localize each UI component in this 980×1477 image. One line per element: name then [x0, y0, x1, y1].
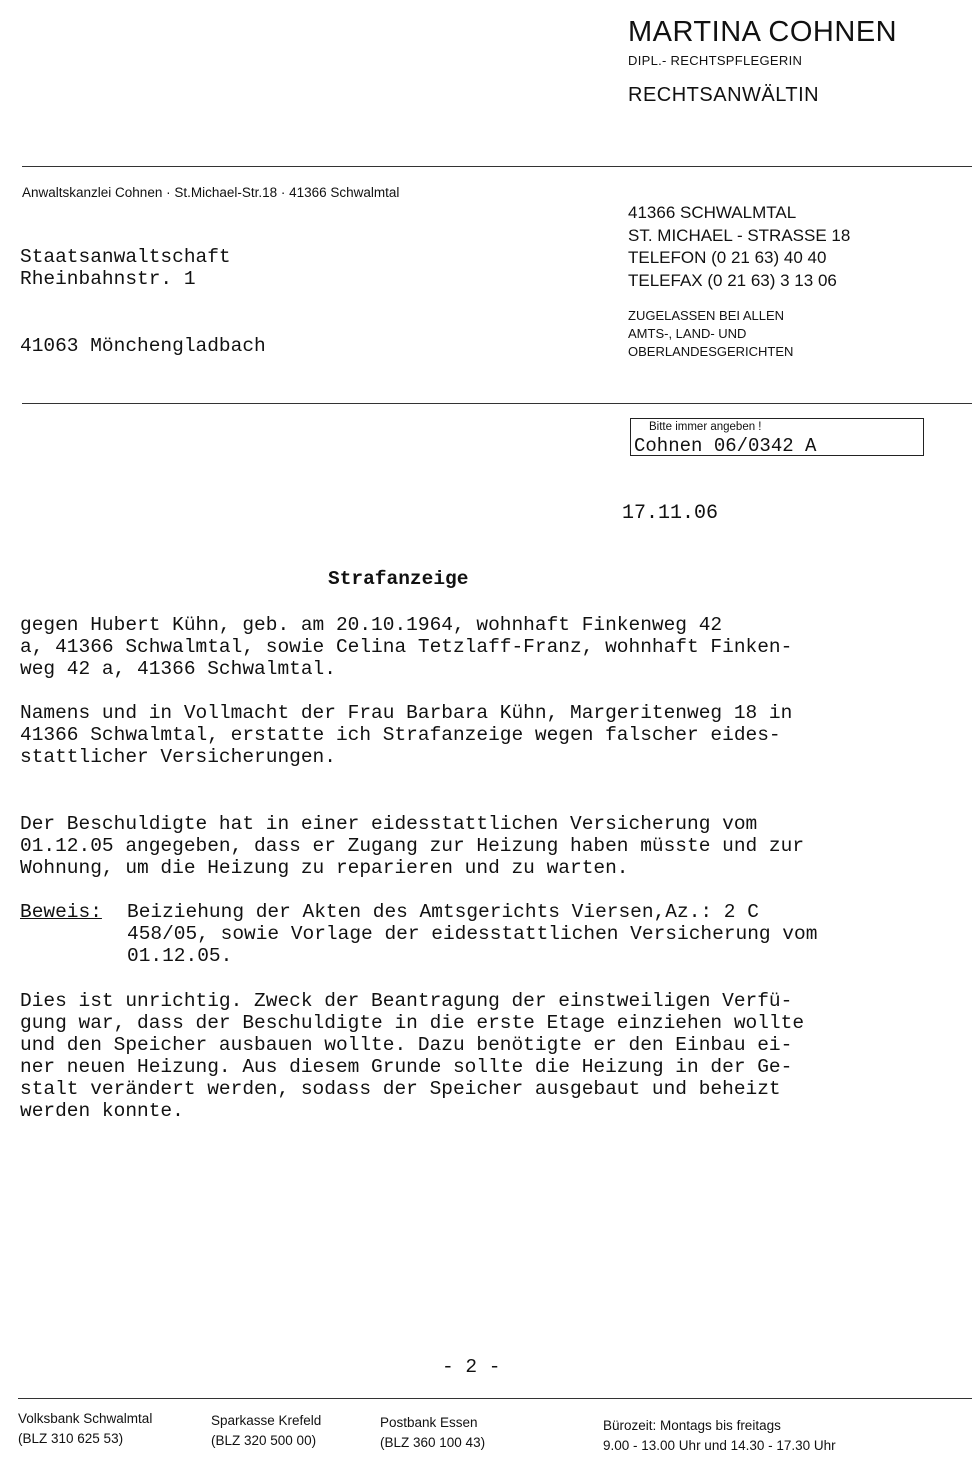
recipient-line-1: Staatsanwaltschaft [20, 246, 231, 268]
bank-name: Postbank Essen [380, 1415, 478, 1430]
office-phone: TELEFON (0 21 63) 40 40 [628, 248, 827, 267]
paragraph-mandate [20, 702, 792, 768]
text-line: werden konnte. [20, 1100, 184, 1122]
reference-number: Cohnen 06/0342 A [634, 435, 817, 457]
bank-code: (BLZ 320 500 00) [211, 1433, 317, 1448]
text-line: 01.12.05. [127, 945, 233, 967]
sender-return-line: Anwaltskanzlei Cohnen · St.Michael-Str.18 · 41366 Schwalmtal [22, 185, 400, 200]
text-line: gung war, dass der Beschuldigte in die erste Etage einziehen wollte [20, 1012, 805, 1034]
text-line: Namens und in Vollmacht der Frau Barbara Kühn, Margeritenweg 18 in [20, 702, 793, 724]
footer-divider [18, 1398, 972, 1399]
admission-line-1: ZUGELASSEN BEI ALLEN [628, 308, 785, 323]
office-city: 41366 SCHWALMTAL [628, 203, 797, 222]
text-line: Dies ist unrichtig. Zweck der Beantragung der einstweiligen Verfü- [20, 990, 793, 1012]
paragraph-statement [20, 813, 804, 879]
header-divider [22, 166, 972, 167]
letter-date: 17.11.06 [622, 502, 719, 525]
text-line: 01.12.05 angegeben, dass er Zugang zur Heizung haben müsste und zur [20, 835, 805, 857]
address-divider [22, 403, 972, 404]
proof-label: Beweis: [20, 901, 102, 923]
footer-bank-2 [211, 1411, 371, 1477]
text-line: gegen Hubert Kühn, geb. am 20.10.1964, wohnhaft Finkenweg 42 [20, 614, 723, 636]
page-number: - 2 - [442, 1356, 501, 1378]
text-line: a, 41366 Schwalmtal, sowie Celina Tetzlaff-Franz, wohnhaft Finken- [20, 636, 793, 658]
lawyer-qualification: DIPL.- RECHTSPFLEGERIN [628, 53, 803, 68]
recipient-line-2: Rheinbahnstr. 1 [20, 268, 196, 290]
proof-text [127, 901, 817, 967]
recipient-line-3: 41063 Mönchengladbach [20, 335, 266, 357]
text-line: stalt verändert werden, sodass der Speicher ausgebaut und beheizt [20, 1078, 781, 1100]
footer-office-hours [603, 1416, 973, 1477]
reference-label: Bitte immer angeben ! [649, 421, 762, 433]
bank-code: (BLZ 360 100 43) [380, 1435, 486, 1450]
bank-name: Volksbank Schwalmtal [18, 1411, 153, 1426]
admission-line-2: AMTS-, LAND- UND [628, 326, 747, 341]
text-line: Wohnung, um die Heizung zu reparieren und zu warten. [20, 857, 629, 879]
bank-code: (BLZ 310 625 53) [18, 1431, 124, 1446]
letter-subject: Strafanzeige [328, 568, 469, 590]
footer-bank-3 [380, 1413, 560, 1477]
text-line: ner neuen Heizung. Aus diesem Grunde sollte die Heizung in der Ge- [20, 1056, 793, 1078]
court-admission [628, 307, 793, 361]
text-line: Der Beschuldigte hat in einer eidesstattlichen Versicherung vom [20, 813, 758, 835]
lawyer-profession: RECHTSANWÄLTIN [628, 84, 820, 106]
text-line: weg 42 a, 41366 Schwalmtal. [20, 658, 336, 680]
text-line: stattlicher Versicherungen. [20, 746, 336, 768]
hours-label: Bürozeit: Montags bis freitags [603, 1418, 781, 1433]
footer-bank-1 [18, 1409, 198, 1477]
text-line: Beiziehung der Akten des Amtsgerichts Viersen,Az.: 2 C [127, 901, 759, 923]
office-street: ST. MICHAEL - STRASSE 18 [628, 225, 851, 245]
hours-value: 9.00 - 13.00 Uhr und 14.30 - 17.30 Uhr [603, 1438, 836, 1453]
text-line: 458/05, sowie Vorlage der eidesstattlichen Versicherung vom [127, 923, 818, 945]
office-address [628, 202, 850, 292]
admission-line-3: OBERLANDESGERICHTEN [628, 344, 794, 359]
paragraph-rebuttal [20, 990, 804, 1122]
text-line: und den Speicher ausbauen wollte. Dazu benötigte er den Einbau ei- [20, 1034, 793, 1056]
text-line: 41366 Schwalmtal, erstatte ich Strafanzeige wegen falscher eides- [20, 724, 781, 746]
paragraph-accused [20, 614, 792, 680]
bank-name: Sparkasse Krefeld [211, 1413, 322, 1428]
office-fax: TELEFAX (0 21 63) 3 13 06 [628, 270, 837, 290]
reference-box [630, 418, 924, 456]
lawyer-name: MARTINA COHNEN [628, 16, 898, 48]
